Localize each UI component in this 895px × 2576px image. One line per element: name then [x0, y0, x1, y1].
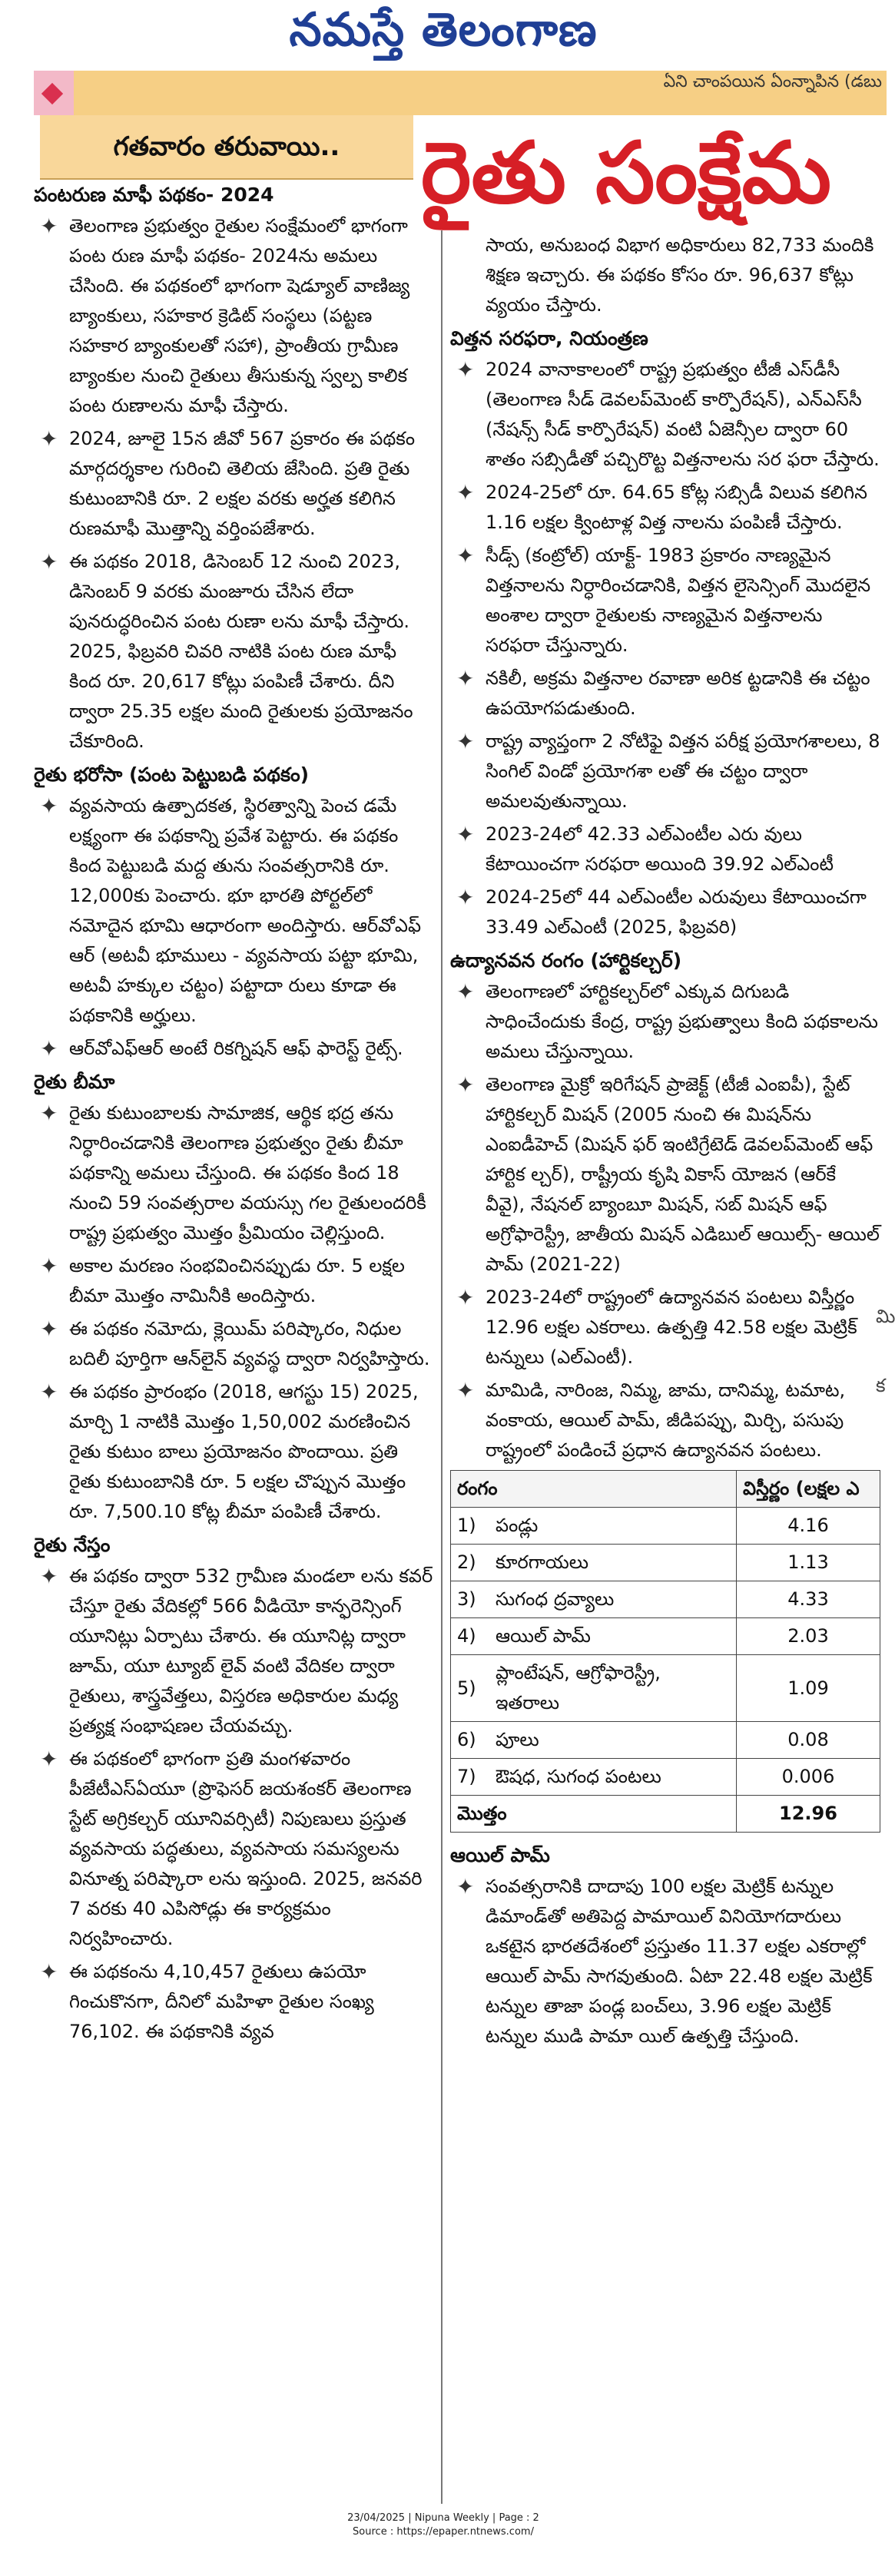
list-item: ✦ తెలంగాణ మైక్రో ఇరిగేషన్ ప్రాజెక్ట్ (టీజీ ఎంఐపీ), స్టేట్ హార్టికల్చర్ మిషన్ (2005 నుంచి ఈ మిషన్‌ను ఎంఐడీహెచ్ (మిషన్ ఫర్ ఇంటిగ్రేటెడ్ డెవలప్‌మెంట్ ఆఫ్ హార్టిక ల్చర్), రాష్ట్రీయ కృషి వికాస్ యోజన (ఆర్‌కే వీవై), నేషనల్ బ్యాంబూ మిషన్, సబ్ మిషన్ ఆఫ్ అగ్రోఫారెస్ట్రీ, జాతీయ మిషన్ ఎడిబుల్ ఆయిల్స్- ఆయిల్ పామ్ (2021-22)	[450, 1070, 880, 1280]
column-right	[450, 230, 880, 2055]
horticulture-area-table	[450, 1470, 880, 1833]
list-item: ✦ ఈ పథకం ద్వారా 532 గ్రామీణ మండలా లను కవర్ చేస్తూ రైతు వేదికల్లో 566 వీడియో కాన్ఫరెన్సింగ్ యూనిట్లు ఏర్పాటు చేశారు. ఈ యూనిట్ల ద్వారా జూమ్, యూ ట్యూబ్ లైవ్ వంటి వేదికల ద్వారా రైతులు, శాస్త్రవేత్తలు, విస్తరణ అధికారుల మధ్య ప్రత్యక్ష సంభాషణల చేయవచ్చు.	[34, 1561, 433, 1741]
masthead	[0, 0, 887, 71]
table-row: 3) సుగంధ ద్రవ్యాలు 4.33	[451, 1581, 880, 1618]
table-row: 6) పూలు 0.08	[451, 1722, 880, 1759]
table-row: 5) ప్లాంటేషన్, ఆగ్రోఫారెస్ట్రీ, ఇతరాలు 1.09	[451, 1655, 880, 1722]
bullet-icon: ✦	[456, 480, 475, 505]
bullet-icon: ✦	[456, 543, 475, 568]
table-row: 1) పండ్లు 4.16	[451, 1508, 880, 1545]
list-item: ✦ ఈ పథకం ప్రారంభం (2018, ఆగస్టు 15) 2025, మార్చి 1 నాటికి మొత్తం 1,50,002 మరణించిన రైతు కుటుం బాలు ప్రయోజనం పొందాయి. ప్రతి రైతు కుటుంబానికి రూ. 5 లక్షల చొప్పున మొత్తం రూ. 7,500.10 కోట్ల బీమా పంపిణీ చేశారు.	[34, 1377, 433, 1527]
list-item: ✦ రైతు కుటుంబాలకు సామాజిక, ఆర్థిక భద్ర తను నిర్ధారించడానికి తెలంగాణ ప్రభుత్వం రైతు బీమా పథకాన్ని అమలు చేస్తుంది. ఈ పథకం కింద 18 నుంచి 59 సంవత్సరాల వయస్సు గల రైతులందరికీ రాష్ట్ర ప్రభుత్వం మొత్తం ప్రీమియం చెల్లిస్తుంది.	[34, 1098, 433, 1248]
section-heading-rythu-nestham: రైతు నేస్తం	[34, 1534, 111, 1556]
table-header-row	[451, 1471, 880, 1508]
column-divider	[441, 230, 443, 2504]
continued-paragraph: సాయ, అనుబంధ విభాగ అధికారులు 82,733 మందికి శిక్షణ ఇచ్చారు. ఈ పథకం కోసం రూ. 96,637 కోట్లు వ్యయం చేస్తారు.	[486, 234, 874, 316]
bullet-icon: ✦	[40, 1036, 58, 1061]
section-heading-seed-supply: విత్తన సరఫరా, నియంత్రణ	[450, 327, 648, 349]
bullet-icon: ✦	[40, 1747, 58, 1772]
column-left	[34, 178, 433, 2050]
column-header-area: విస్తీర్ణం (లక్షల ఎ	[737, 1471, 880, 1508]
list-item: ✦ 2023-24లో రాష్ట్రంలో ఉద్యానవన పంటలు విస్తీర్ణం 12.96 లక్షల ఎకరాలు. ఉత్పత్తి 42.58 లక్షల మెట్రిక్ టన్నులు (ఎల్ఎంటీ).	[450, 1283, 880, 1372]
list-item: ✦ మామిడి, నారింజ, నిమ్మ, జామ, దానిమ్మ, టమాట, వంకాయ, ఆయిల్ పామ్, జీడిపప్పు, మిర్చి, పసుపు రాష్ట్రంలో పండించే ప్రధాన ఉద్యానవన పంటలు.	[450, 1376, 880, 1465]
bullet-icon: ✦	[40, 1379, 58, 1405]
bullet-icon: ✦	[40, 1959, 58, 1985]
table-row: 7) ఔషధ, సుగంధ పంటలు 0.006	[451, 1759, 880, 1796]
bullet-icon: ✦	[456, 822, 475, 847]
bullet-icon: ✦	[456, 729, 475, 754]
list-item: ✦ 2024 వానాకాలంలో రాష్ట్ర ప్రభుత్వం టీజీ ఎస్‌డీసీ (తెలంగాణ సీడ్ డెవలప్‌మెంట్ కార్పొరేషన్), ఎన్ఎస్‌సీ (నేషన్స్ సీడ్ కార్పొరేషన్) వంటి ఏజెన్సీల ద్వారా 60 శాతం సబ్సిడీతో పచ్చిరొట్ట విత్తనాలను సర ఫరా చేస్తారు.	[450, 355, 880, 475]
bullet-icon: ✦	[40, 1253, 58, 1279]
header-strip	[34, 71, 887, 115]
page-footer	[0, 2511, 887, 2539]
list-item: ✦ ఈ పథకం 2018, డిసెంబర్ 12 నుంచి 2023, డిసెంబర్ 9 వరకు మంజూరు చేసిన లేదా పునరుద్ధరించిన పంట రుణా లను మాఫీ చేస్తారు. 2025, ఫిబ్రవరి చివరి నాటికి పంట రుణ మాఫీ కింద రూ. 20,617 కోట్లు పంపిణీ చేశారు. దీని ద్వారా 25.35 లక్షల మంది రైతులకు ప్రయోజనం చేకూరింది.	[34, 547, 433, 757]
list-item: ✦ తెలంగాణ ప్రభుత్వం రైతుల సంక్షేమంలో భాగంగా పంట రుణ మాఫీ పథకం- 2024ను అమలు చేసింది. ఈ పథకంలో భాగంగా షెడ్యూల్ వాణిజ్య బ్యాంకులు, సహకార క్రెడిట్ సంస్థలు (పట్టణ సహకార బ్యాంకులతో సహా), ప్రాంతీయ గ్రామీణ బ్యాంకుల నుంచి రైతులు తీసుకున్న స్వల్ప కాలిక పంట రుణాలను మాఫీ చేస్తారు.	[34, 211, 433, 421]
bullet-icon: ✦	[456, 357, 475, 382]
bullet-icon: ✦	[456, 885, 475, 910]
bullet-icon: ✦	[456, 1874, 475, 1899]
bullet-icon: ✦	[456, 979, 475, 1005]
list-item: ✦ ఈ పథకం నమోదు, క్లెయిమ్ పరిష్కారం, నిధుల బదిలీ పూర్తిగా ఆన్‌లైన్ వ్యవస్థ ద్వారా నిర్వహిస్తారు.	[34, 1314, 433, 1374]
bullet-icon: ✦	[40, 214, 58, 239]
bullet-icon: ✦	[456, 1072, 475, 1098]
bullet-icon: ✦	[40, 793, 58, 819]
header-runner-text: ఏని చాంపయిన ఏంన్నాపిన (డబు	[663, 72, 882, 91]
section-heading-rythu-bima: రైతు బీమా	[34, 1071, 115, 1093]
diamond-icon	[34, 71, 74, 115]
bullet-icon: ✦	[40, 1564, 58, 1589]
list-item: ✦ అకాల మరణం సంభవించినప్పుడు రూ. 5 లక్షల బీమా మొత్తం నామినీకి అందిస్తారు.	[34, 1251, 433, 1311]
page-title: రైతు సంక్షేమ	[421, 124, 831, 222]
list-item: ✦ 2024-25లో 44 ఎల్ఎంటీల ఎరువులు కేటాయించగా 33.49 ఎల్ఎంటీ (2025, ఫిబ్రవరి)	[450, 882, 880, 942]
footer-source-line: Source : https://epaper.ntnews.com/	[353, 2526, 534, 2538]
section-heading-oil-palm: ఆయిల్ పామ్	[450, 1844, 550, 1866]
list-item: ✦ ఈ పథకంను 4,10,457 రైతులు ఉపయో గించుకొనగా, దీనిలో మహిళా రైతుల సంఖ్య 76,102. ఈ పథకానికి వ్యవ	[34, 1957, 433, 2047]
section-heading-loan-waiver: పంటరుణ మాఫీ పథకం- 2024	[34, 184, 274, 206]
cut-off-text: క	[876, 1375, 886, 1396]
list-item: ✦ సంవత్సరానికి దాదాపు 100 లక్షల మెట్రిక్ టన్నుల డిమాండ్‌తో అతిపెద్ద పామాయిల్ వినియోగదారులు ఒకటైన భారతదేశంలో ప్రస్తుతం 11.37 లక్షల ఎకరాల్లో ఆయిల్ పామ్ సాగవుతుంది. ఏటా 22.48 లక్షల మెట్రిక్ టన్నుల తాజా పండ్ల బంచ్‌లు, 3.96 లక్షల మెట్రిక్ టన్నుల ముడి పామా యిల్ ఉత్పత్తి చేస్తుంది.	[450, 1872, 880, 2051]
list-item: ✦ తెలంగాణలో హార్టికల్చర్‌లో ఎక్కువ దిగుబడి సాధించేందుకు కేంద్ర, రాష్ట్ర ప్రభుత్వాలు కింది పథకాలను అమలు చేస్తున్నాయి.	[450, 977, 880, 1067]
cut-off-text: మి	[876, 1306, 895, 1327]
continued-label: గతవారం తరువాయి..	[40, 115, 413, 180]
list-item: ✦ ఆర్‌వోఎఫ్‌ఆర్ అంటే రికగ్నిషన్ ఆఫ్ ఫారెస్ట్ రైట్స్.	[34, 1034, 433, 1064]
table-row: 2) కూరగాయలు 1.13	[451, 1545, 880, 1581]
bullet-icon: ✦	[456, 1378, 475, 1403]
bullet-icon: ✦	[40, 1316, 58, 1342]
footer-date-line: 23/04/2025 | Nipuna Weekly | Page : 2	[347, 2512, 539, 2524]
bullet-icon: ✦	[40, 549, 58, 574]
table-row: 4) ఆయిల్ పామ్ 2.03	[451, 1618, 880, 1655]
list-item: ✦ 2024-25లో రూ. 64.65 కోట్ల సబ్సిడీ విలువ కలిగిన 1.16 లక్షల క్వింటాళ్ల విత్త నాలను పంపిణీ చేస్తారు.	[450, 478, 880, 538]
list-item: ✦ వ్యవసాయ ఉత్పాదకత, స్థిరత్వాన్ని పెంచ డమే లక్ష్యంగా ఈ పథకాన్ని ప్రవేశ పెట్టారు. ఈ పథకం కింద పెట్టుబడి మద్ద తును సంవత్సరానికి రూ. 12,000కు పెంచారు. భూ భారతి పోర్టల్‌లో నమోదైన భూమి ఆధారంగా అందిస్తారు. ఆర్‌వోఎఫ్ ఆర్ (అటవీ భూములు - వ్యవసాయ పట్టా భూమి, అటవీ హక్కుల చట్టం) పట్టాదా రులు కూడా ఈ పథకానికి అర్హులు.	[34, 791, 433, 1031]
list-item: ✦ 2023-24లో 42.33 ఎల్ఎంటీల ఎరు వులు కేటాయించగా సరఫరా అయింది 39.92 ఎల్ఎంటీ	[450, 819, 880, 879]
list-item: ✦ సీడ్స్ (కంట్రోల్) యాక్ట్- 1983 ప్రకారం నాణ్యమైన విత్తనాలను నిర్ధారించడానికి, విత్తన లైసెన్సింగ్ మొదలైన అంశాల ద్వారా రైతులకు నాణ్యమైన విత్తనాలను సరఫరా చేస్తున్నారు.	[450, 541, 880, 661]
bullet-icon: ✦	[456, 1285, 475, 1310]
table-total-row: మొత్తం 12.96	[451, 1796, 880, 1833]
list-item: ✦ 2024, జూలై 15న జీవో 567 ప్రకారం ఈ పథకం మార్గదర్శకాల గురించి తెలియ జేసింది. ప్రతి రైతు కుటుంబానికి రూ. 2 లక్షల వరకు అర్హత కలిగిన రుణమాఫీ మొత్తాన్ని వర్తింపజేశారు.	[34, 424, 433, 544]
newspaper-logo: నమస్తే తెలంగాణ	[289, 3, 598, 57]
column-header-sector: రంగం	[451, 1471, 737, 1508]
bullet-icon: ✦	[40, 426, 58, 452]
list-item: ✦ నకిలీ, అక్రమ విత్తనాల రవాణా అరిక ట్టడానికి ఈ చట్టం ఉపయోగపడుతుంది.	[450, 664, 880, 723]
bullet-icon: ✦	[456, 666, 475, 691]
list-item: ✦ ఈ పథకంలో భాగంగా ప్రతి మంగళవారం పీజేటీఎస్‌ఏయూ (ప్రొఫెసర్ జయశంకర్ తెలంగాణ స్టేట్ అగ్రికల్చర్ యూనివర్సిటీ) నిపుణులు ప్రస్తుత వ్యవసాయ పద్ధతులు, వ్యవసాయ సమస్యలను వినూత్న పరిష్కారా లను ఇస్తుంది. 2025, జనవరి 7 వరకు 40 ఎపిసోడ్లు ఈ కార్యక్రమం నిర్వహించారు.	[34, 1744, 433, 1954]
list-item: ✦ రాష్ట్ర వ్యాప్తంగా 2 నోటిఫై విత్తన పరీక్ష ప్రయోగశాలలు, 8 సింగిల్ విండో ప్రయోగశా లతో ఈ చట్టం ద్వారా అమలవుతున్నాయి.	[450, 727, 880, 816]
bullet-icon: ✦	[40, 1101, 58, 1126]
section-heading-horticulture: ఉద్యానవన రంగం (హార్టికల్చర్)	[450, 949, 682, 972]
section-heading-rythu-bharosa: రైతు భరోసా (పంట పెట్టుబడి పథకం)	[34, 763, 310, 786]
